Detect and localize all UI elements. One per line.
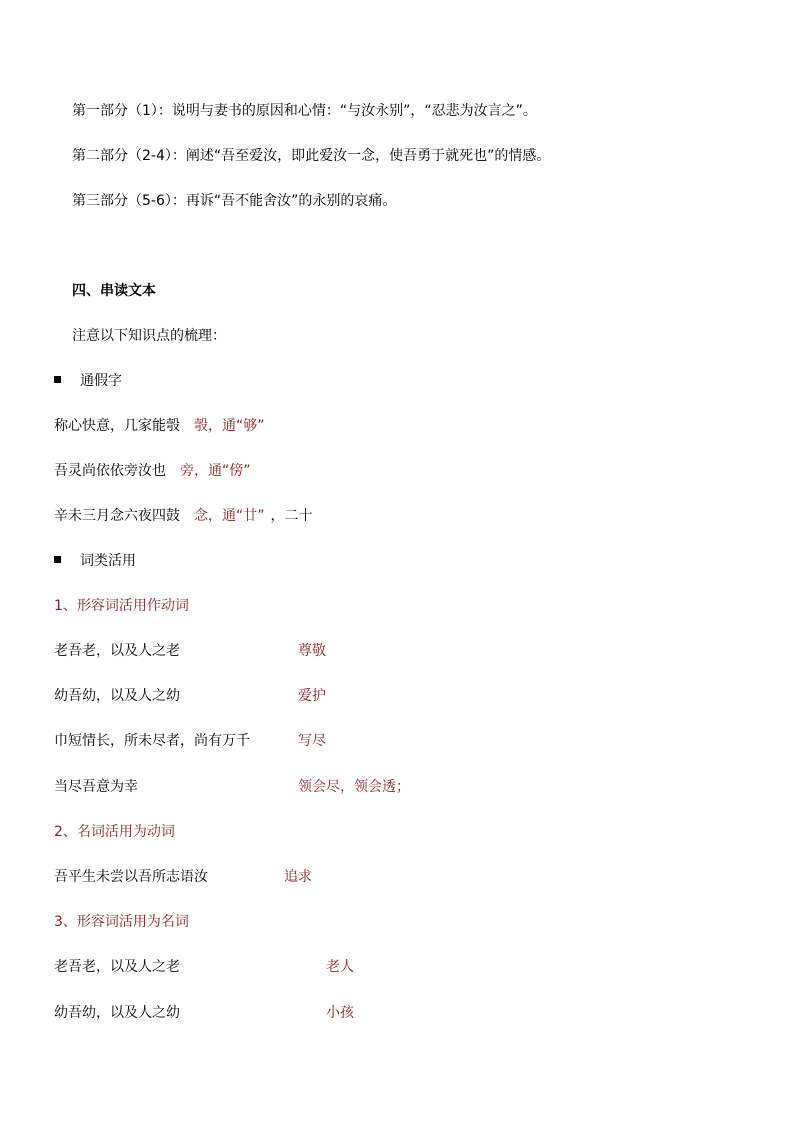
cilei-sentence: 幼吾幼，以及人之幼 xyxy=(54,688,180,704)
cilei-meaning: 尊敬 xyxy=(298,643,326,659)
tongjiazi-gloss: 彀，通“够” xyxy=(194,418,265,434)
cilei-sentence: 巾短情长，所未尽者，尚有万千 xyxy=(54,733,250,749)
cilei-group-title: 2、名词活用为动词 xyxy=(54,824,175,840)
cilei-meaning: 爱护 xyxy=(298,688,326,704)
tongjiazi-label: 通假字 xyxy=(80,373,122,389)
bullet-square-icon xyxy=(54,556,61,563)
tongjiazi-sentence: 吾灵尚依依旁汝也 xyxy=(54,463,166,479)
cilei-sentence: 老吾老，以及人之老 xyxy=(54,643,180,659)
cilei-sentence: 幼吾幼，以及人之幼 xyxy=(54,1005,180,1021)
tongjiazi-item xyxy=(54,461,251,481)
cilei-group-title: 3、形容词活用为名词 xyxy=(54,914,189,930)
tongjiazi-item xyxy=(54,416,265,436)
tongjiazi-sentence: 称心快意，几家能彀 xyxy=(54,418,180,434)
cilei-sentence: 当尽吾意为幸 xyxy=(54,779,138,795)
intro-text: 注意以下知识点的梳理： xyxy=(72,328,226,344)
section-heading: 四、串读文本 xyxy=(72,283,156,299)
cilei-meaning: 领会尽，领会透； xyxy=(298,779,410,795)
tongjiazi-sentence: 辛未三月念六夜四鼓 xyxy=(54,508,180,524)
bullet-square-icon xyxy=(54,376,61,383)
cilei-meaning: 小孩 xyxy=(326,1005,354,1021)
cilei-meaning: 追求 xyxy=(284,869,312,885)
cilei-group-title: 1、形容词活用作动词 xyxy=(54,598,189,614)
tongjiazi-item xyxy=(54,506,313,526)
structure-part-1: 第一部分（1）：说明与妻书的原因和心情：“与汝永别”，“忍悲为汝言之”。 xyxy=(72,103,537,119)
cilei-label: 词类活用 xyxy=(80,553,136,569)
structure-part-2: 第二部分（2-4）：阐述“吾至爱汝，即此爱汝一念，使吾勇于就死也”的情感。 xyxy=(72,148,551,164)
tongjiazi-extra: ，二十 xyxy=(270,508,313,524)
structure-part-3: 第三部分（5-6）：再诉“吾不能舍汝”的永别的哀痛。 xyxy=(72,193,397,209)
cilei-sentence: 老吾老，以及人之老 xyxy=(54,959,180,975)
tongjiazi-gloss: 念，通“廿” xyxy=(194,508,265,524)
cilei-meaning: 老人 xyxy=(326,959,354,975)
cilei-label-row xyxy=(54,551,136,571)
tongjiazi-gloss: 旁，通“傍” xyxy=(180,463,251,479)
cilei-sentence: 吾平生未尝以吾所志语汝 xyxy=(54,869,208,885)
cilei-meaning: 写尽 xyxy=(298,733,326,749)
tongjiazi-label-row xyxy=(54,371,122,391)
